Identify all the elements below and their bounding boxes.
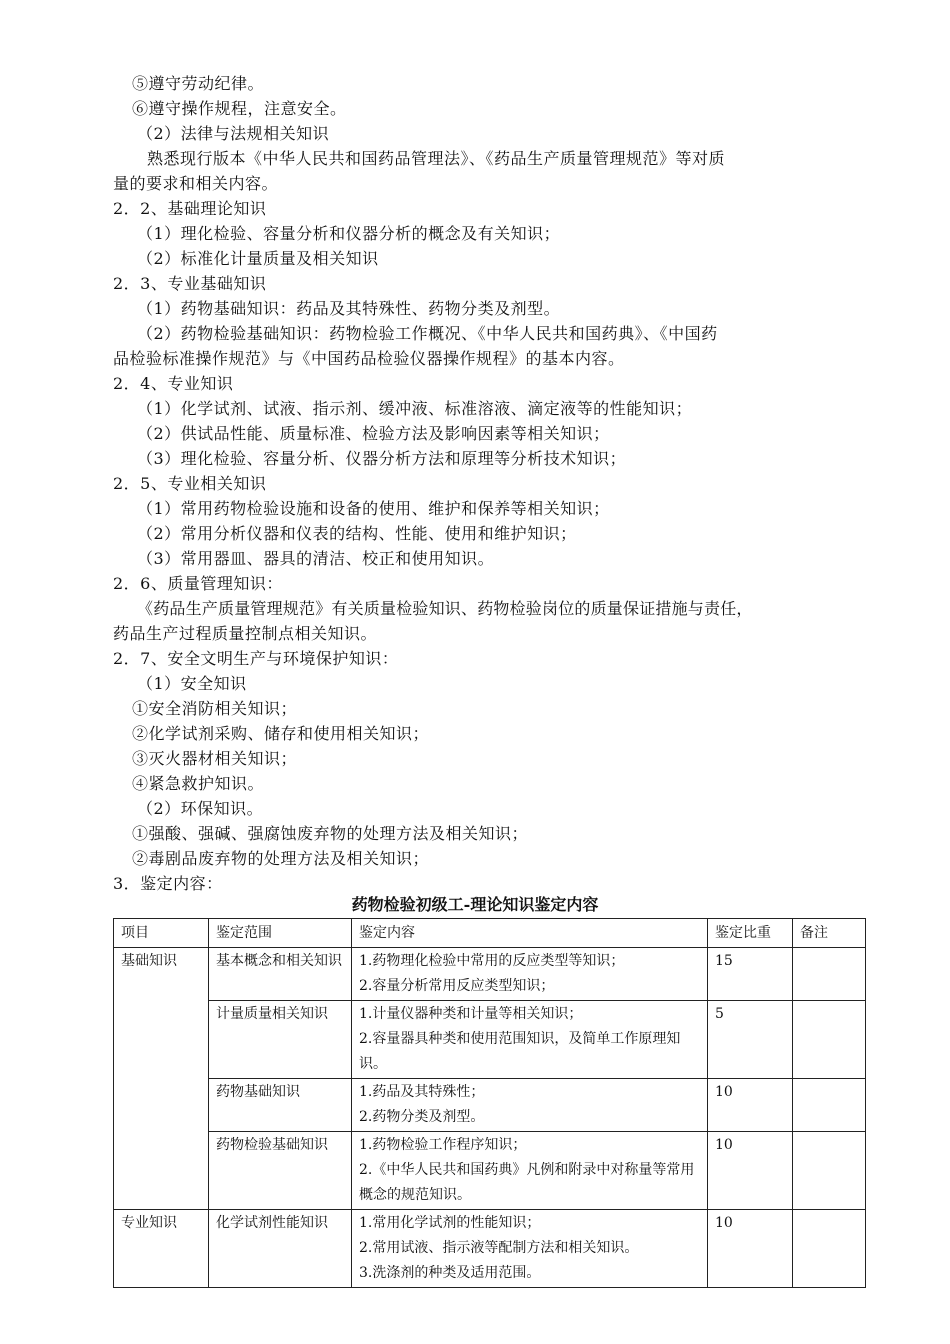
content-line: 1.药物检验工作程序知识； xyxy=(359,1137,527,1153)
text-line: （2）标准化计量质量及相关知识 xyxy=(137,249,379,268)
content-line: 1.常用化学试剂的性能知识； xyxy=(359,1215,541,1231)
weight-cell: 5 xyxy=(708,1001,793,1079)
section-heading: 3．鉴定内容： xyxy=(113,874,223,893)
table-title: 药物检验初级工-理论知识鉴定内容 xyxy=(351,895,599,914)
text-line: （1）化学试剂、试液、指示剂、缓冲液、标准溶液、滴定液等的性能知识； xyxy=(137,399,693,418)
table-row xyxy=(114,1001,866,1079)
text-line: （2）环保知识。 xyxy=(137,799,264,818)
text-line: （3）常用器皿、器具的清洁、校正和使用知识。 xyxy=(137,549,495,568)
scope-cell: 计量质量相关知识 xyxy=(209,1001,352,1079)
section-heading: 2．4、专业知识 xyxy=(113,374,234,393)
content-line: 1.计量仪器种类和计量等相关知识； xyxy=(359,1006,583,1022)
appraisal-table xyxy=(113,918,866,1288)
content-line: 2.药物分类及剂型。 xyxy=(359,1109,485,1125)
header-project: 项目 xyxy=(114,919,209,948)
text-line: 熟悉现行版本《中华人民共和国药品管理法》、《药品生产质量管理规范》等对质 xyxy=(147,149,726,168)
text-line: （1）理化检验、容量分析和仪器分析的概念及有关知识； xyxy=(137,224,561,243)
content-cell xyxy=(352,1079,708,1132)
content-cell xyxy=(352,948,708,1001)
text-line: ②毒剧品废弃物的处理方法及相关知识； xyxy=(132,849,430,868)
text-line: 品检验标准操作规范》与《中国药品检验仪器操作规程》的基本内容。 xyxy=(113,349,625,368)
section-heading: 2．7、安全文明生产与环境保护知识： xyxy=(113,649,399,668)
text-line: ②化学试剂采购、储存和使用相关知识； xyxy=(132,724,430,743)
text-line: 药品生产过程质量控制点相关知识。 xyxy=(113,624,378,643)
text-line: ①强酸、强碱、强腐蚀废弃物的处理方法及相关知识； xyxy=(132,824,529,843)
text-line: ③灭火器材相关知识； xyxy=(132,749,298,768)
text-line: （2）常用分析仪器和仪表的结构、性能、使用和维护知识； xyxy=(137,524,577,543)
content-cell xyxy=(352,1001,708,1079)
table-header-row xyxy=(114,919,866,948)
text-line: （1）常用药物检验设施和设备的使用、维护和保养等相关知识； xyxy=(137,499,610,518)
project-cell: 基础知识 xyxy=(114,948,209,1210)
note-cell xyxy=(793,1079,866,1132)
content-cell xyxy=(352,1210,708,1288)
scope-cell: 基本概念和相关知识 xyxy=(209,948,352,1001)
section-heading: 2．5、专业相关知识 xyxy=(113,474,267,493)
note-cell xyxy=(793,1001,866,1079)
content-line: 1.药物理化检验中常用的反应类型等知识； xyxy=(359,953,625,969)
table-row xyxy=(114,1210,866,1288)
weight-cell: 15 xyxy=(708,948,793,1001)
text-line: 量的要求和相关内容。 xyxy=(113,174,279,193)
content-cell xyxy=(352,1132,708,1210)
weight-cell: 10 xyxy=(708,1210,793,1288)
header-weight: 鉴定比重 xyxy=(708,919,793,948)
text-line: （1）安全知识 xyxy=(137,674,247,693)
note-cell xyxy=(793,1132,866,1210)
text-line: （3）理化检验、容量分析、仪器分析方法和原理等分析技术知识； xyxy=(137,449,627,468)
content-line: 2.《中华人民共和国药典》凡例和附录中对称量等常用概念的规范知识。 xyxy=(359,1162,695,1203)
text-line: ④紧急救护知识。 xyxy=(132,774,265,793)
content-line: 3.洗涤剂的种类及适用范围。 xyxy=(359,1265,541,1281)
weight-cell: 10 xyxy=(708,1079,793,1132)
text-line: ⑤遵守劳动纪律。 xyxy=(132,74,265,93)
section-heading: 2．3、专业基础知识 xyxy=(113,274,267,293)
content-line: 2.常用试液、指示液等配制方法和相关知识。 xyxy=(359,1240,639,1256)
content-line: 2.容量器具种类和使用范围知识，及简单工作原理知识。 xyxy=(359,1031,681,1072)
header-scope: 鉴定范围 xyxy=(209,919,352,948)
scope-cell: 化学试剂性能知识 xyxy=(209,1210,352,1288)
text-line: ⑥遵守操作规程，注意安全。 xyxy=(132,99,347,118)
text-line: （1）药物基础知识：药品及其特殊性、药物分类及剂型。 xyxy=(137,299,561,318)
section-heading: 2．6、质量管理知识： xyxy=(113,574,283,593)
header-content: 鉴定内容 xyxy=(352,919,708,948)
text-line: 《药品生产质量管理规范》有关质量检验知识、药物检验岗位的质量保证措施与责任， xyxy=(137,599,753,618)
content-line: 2.容量分析常用反应类型知识； xyxy=(359,978,555,994)
text-line: ①安全消防相关知识； xyxy=(132,699,298,718)
scope-cell: 药物检验基础知识 xyxy=(209,1132,352,1210)
project-cell: 专业知识 xyxy=(114,1210,209,1288)
table-row xyxy=(114,1132,866,1210)
text-line: （2）供试品性能、质量标准、检验方法及影响因素等相关知识； xyxy=(137,424,610,443)
section-heading: 2．2、基础理论知识 xyxy=(113,199,267,218)
scope-cell: 药物基础知识 xyxy=(209,1079,352,1132)
table-row xyxy=(114,1079,866,1132)
note-cell xyxy=(793,948,866,1001)
content-line: 1.药品及其特殊性； xyxy=(359,1084,485,1100)
header-note: 备注 xyxy=(793,919,866,948)
note-cell xyxy=(793,1210,866,1288)
text-line: （2）药物检验基础知识：药物检验工作概况、《中华人民共和国药典》、《中国药 xyxy=(137,324,718,343)
table-row xyxy=(114,948,866,1001)
weight-cell: 10 xyxy=(708,1132,793,1210)
text-line: （2）法律与法规相关知识 xyxy=(137,124,330,143)
